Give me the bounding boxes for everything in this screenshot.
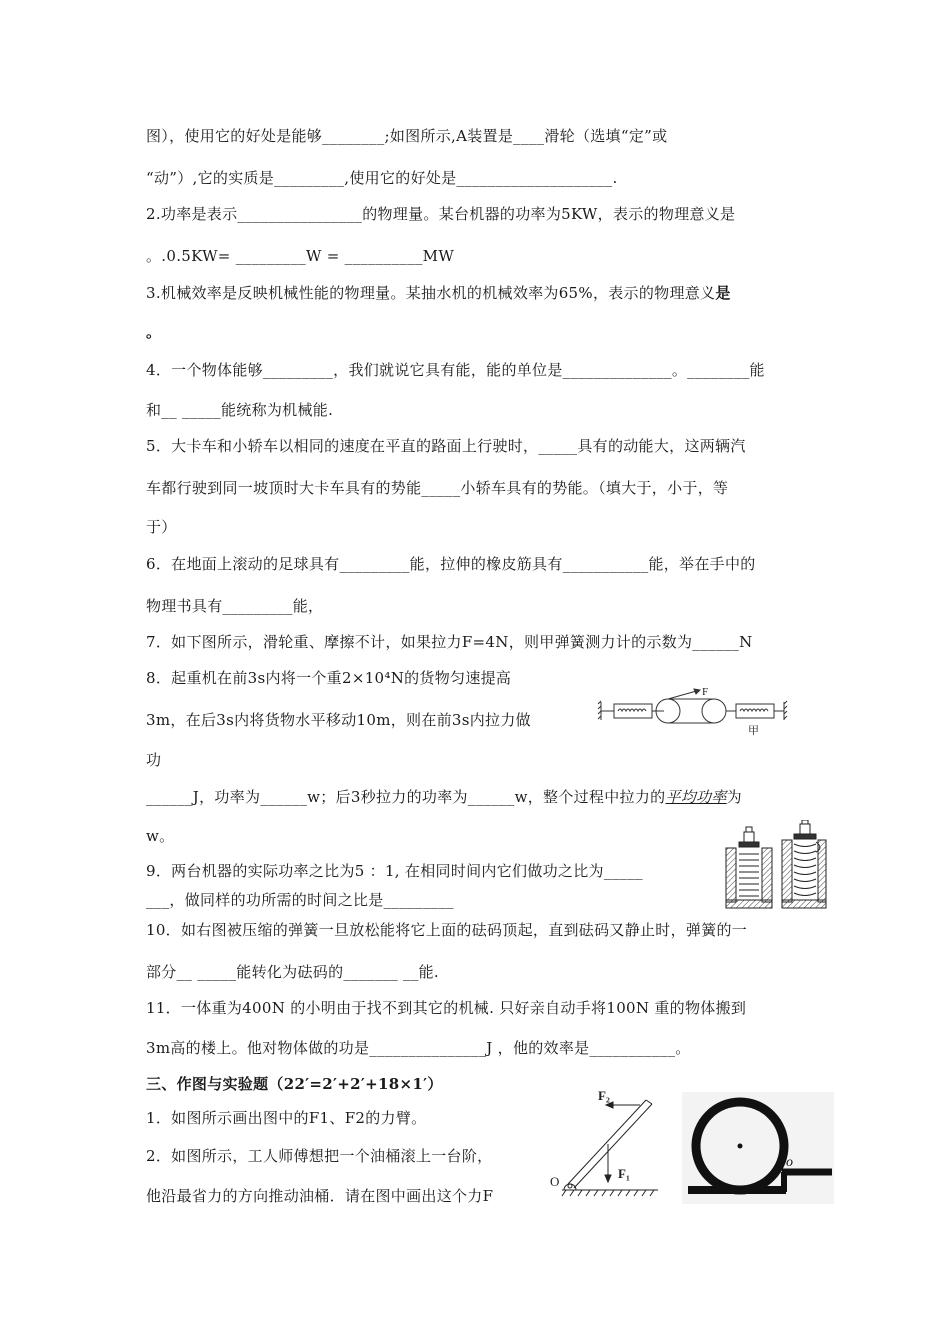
text-line: 功: [146, 751, 162, 769]
text-line: 。: [146, 323, 162, 341]
bold-text: 是: [715, 284, 731, 302]
text-line: 。.0.5KW= _________W = __________MW: [146, 247, 455, 265]
text-line: 车都行驶到同一坡顶时大卡车具有的势能_____小轿车具有的势能。（填大于，小于，等: [146, 479, 729, 497]
text-line: 3m高的楼上。他对物体做的功是_______________J ，他的效率是___________。: [146, 1039, 691, 1057]
text-line: 9．两台机器的实际功率之比为5 ：1, 在相同时间内它们做功之比为_____: [146, 862, 643, 880]
text-span: ______J，功率为______w；后3秒拉力的功率为______w，整个过程中拉力的: [146, 788, 666, 806]
force-label: F: [702, 686, 709, 698]
text-line: 2．如图所示，工人师傅想把一个油桶滚上一台阶，: [146, 1147, 493, 1165]
text-line: “动”）,它的实质是_________,使用它的好处是____________________.: [146, 169, 618, 187]
text-line: [146, 787, 742, 807]
barrel-step-figure: [682, 1092, 834, 1204]
text-line: 5．大卡车和小轿车以相同的速度在平直的路面上行驶时，_____具有的动能大，这两辆汽: [146, 437, 746, 455]
section-heading: 三、作图与实验题（22′=2′+2′+18×1′）: [146, 1075, 443, 1093]
pivot-label: O: [550, 1174, 560, 1189]
text-line: 3m，在后3s内将货物水平移动10m，则在前3s内拉力做: [146, 711, 531, 729]
spring-weight-figure: [722, 820, 828, 912]
text-line: 2.功率是表示________________的物理量。某台机器的功率为5KW，表示的物理意义是: [146, 205, 736, 223]
text-line: 部分__ _____能转化为砝码的_______ __能.: [146, 963, 440, 981]
f1-label: F₁: [618, 1166, 630, 1181]
text-line: ___，做同样的功所需的时间之比是_________: [146, 891, 454, 909]
text-line: 图），使用它的好处是能够________;如图所示,A装置是____滑轮（选填“定”或: [146, 127, 668, 145]
f2-label: F₂: [598, 1088, 610, 1103]
spring-label: 甲: [748, 725, 759, 737]
text-line: [146, 283, 731, 303]
text-span: 为: [726, 788, 742, 806]
pulley-spring-figure: [596, 684, 792, 740]
step-point-label: o: [786, 1155, 793, 1170]
text-line: 10．如右图被压缩的弹簧一旦放松能将它上面的砝码顶起，直到砝码又静止时，弹簧的一: [146, 921, 748, 939]
lever-figure: [548, 1086, 660, 1200]
text-line: 他沿最省力的方向推动油桶．请在图中画出这个力F: [146, 1187, 494, 1205]
text-line: 4．一个物体能够_________，我们就说它具有能，能的单位是______________。________能: [146, 361, 765, 379]
text-line: 和__ _____能统称为机械能.: [146, 401, 334, 419]
text-line: 11．一体重为400N 的小明由于找不到其它的机械. 只好亲自动手将100N 重的物体搬到: [146, 999, 747, 1017]
text-line: 8．起重机在前3s内将一个重2×10⁴N的货物匀速提高: [146, 669, 512, 687]
text-line: 6．在地面上滚动的足球具有_________能，拉伸的橡皮筋具有___________能，举在手中的: [146, 555, 756, 573]
text-line: 物理书具有_________能，: [146, 597, 324, 615]
text-span: 3.机械效率是反映机械性能的物理量。某抽水机的机械效率为65%，表示的物理意义: [146, 284, 716, 302]
text-line: w。: [146, 827, 175, 845]
underlined-text: 平均功率: [665, 788, 727, 806]
text-line: 1．如图所示画出图中的F1、F2的力臂。: [146, 1109, 427, 1127]
text-line: 7．如下图所示，滑轮重、摩擦不计，如果拉力F=4N，则甲弹簧测力计的示数为______N: [146, 633, 753, 651]
text-line: 于）: [146, 518, 177, 536]
